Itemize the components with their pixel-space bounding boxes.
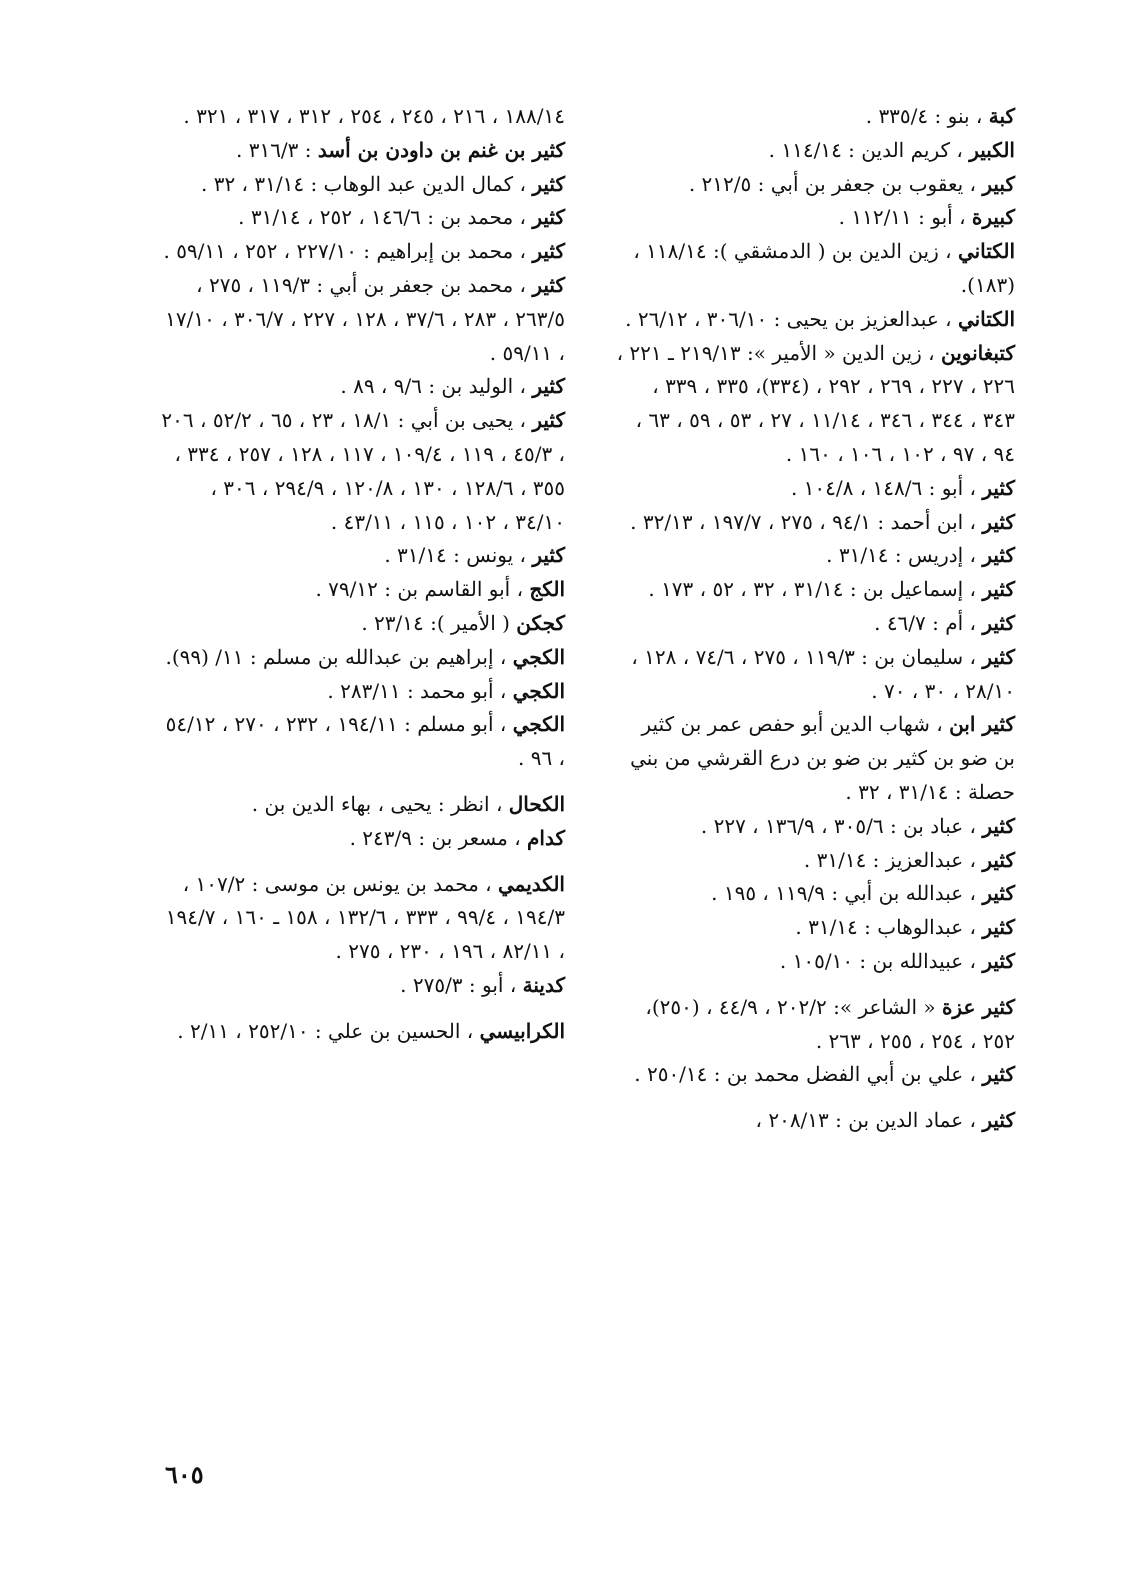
entry-references: ، عباد بن : ٣٠٥/٦ ، ١٣٦/٩ ، ٢٢٧ . (700, 813, 976, 838)
index-entry (615, 1104, 1015, 1138)
index-entry (615, 877, 1015, 911)
index-entry (160, 573, 565, 607)
entry-references: ، إسماعيل بن : ٣١/١٤ ، ٣٢ ، ٥٢ ، ١٧٣ . (648, 577, 976, 602)
index-entry (160, 1015, 565, 1049)
entry-heading: الكتاني (957, 239, 1015, 264)
index-entry (615, 991, 1015, 1059)
entry-references: ، أبو القاسم بن : ٧٩/١٢ . (315, 577, 524, 602)
entry-heading: كثير (982, 915, 1015, 940)
index-entry (615, 945, 1015, 979)
entry-references: ، سليمان بن : ١١٩/٣ ، ٢٧٥ ، ٧٤/٦ ، ١٢٨ ، ٢٨/١٠ ، ٣٠ ، ٧٠ . (631, 644, 1015, 703)
index-entry (160, 969, 565, 1003)
index-entry (160, 201, 565, 235)
entry-heading: كثير (982, 881, 1015, 906)
index-entry (160, 404, 565, 539)
entry-heading: كجكن (516, 610, 565, 635)
entry-heading: كدينة (522, 972, 565, 997)
index-entry (615, 1058, 1015, 1092)
page-number: ٦٠٥ (165, 1460, 204, 1489)
entry-heading: كثير (532, 272, 565, 297)
index-entry (615, 472, 1015, 506)
entry-heading: كدام (527, 825, 565, 850)
entry-references: ، أبو محمد : ٢٨٣/١١ . (327, 678, 507, 703)
entry-heading: كثير ابن (949, 712, 1015, 737)
entry-heading: الكجي (512, 644, 565, 669)
entry-references: ، كمال الدين عبد الوهاب : ٣١/١٤ ، ٣٢ . (201, 171, 526, 196)
entry-heading: الكجي (512, 712, 565, 737)
entry-heading: كثير (532, 374, 565, 399)
entry-heading: كثير (982, 610, 1015, 635)
entry-references: ، عبدالوهاب : ٣١/١٤ . (795, 915, 976, 940)
index-entry (615, 235, 1015, 303)
entry-heading: كثير (532, 239, 565, 264)
entry-heading: كثير (982, 1108, 1015, 1133)
index-entry (160, 269, 565, 370)
entry-references: ، علي بن أبي الفضل محمد بن : ٢٥٠/١٤ . (634, 1062, 976, 1087)
index-entry (160, 708, 565, 776)
index-entry (615, 303, 1015, 337)
entry-references: ، محمد بن : ١٤٦/٦ ، ٢٥٢ ، ٣١/١٤ . (238, 205, 526, 230)
index-entry (160, 822, 565, 856)
index-entry (160, 641, 565, 675)
index-entry (615, 641, 1015, 709)
entry-references: ، محمد بن إبراهيم : ٢٢٧/١٠ ، ٢٥٢ ، ٥٩/١١ . (163, 239, 526, 264)
entry-heading: الكحال (508, 791, 565, 816)
entry-heading: كثير (982, 577, 1015, 602)
entry-heading: كتبغانوين (940, 340, 1015, 365)
entry-references: ، أبو : ١٤٨/٦ ، ١٠٤/٨ . (790, 475, 976, 500)
entry-references: ، أبو : ١١٢/١١ . (838, 205, 966, 230)
entry-heading: كثير (982, 475, 1015, 500)
entry-references: ، أبو مسلم : ١٩٤/١١ ، ٢٣٢ ، ٢٧٠ ، ٥٤/١٢ ، ٩٦ . (165, 712, 565, 771)
index-entry (160, 788, 565, 822)
entry-references: ، انظر : يحيى ، بهاء الدين بن . (251, 791, 503, 816)
entry-references: ، يونس : ٣١/١٤ . (384, 543, 526, 568)
entry-heading: كثير بن غنم بن داودن بن أسد (317, 137, 565, 162)
entry-references: ، زين الدين « الأمير »: ٢١٩/١٣ ـ ٢٢١ ، ٢٢٦ ، ٢٢٧ ، ٢٦٩ ، ٢٩٢ ، (٣٣٤)، ٣٣٥ ، ٣٣٩ ، ٣٤٣ ، ٣٤٤ ، ٣٤٦ ، ١١/١٤ ، ٢٧ ، ٥٣ ، ٥٩ ، ٦٣ ، ٩٤ ، ٩٧ ، ١٠٢ ، ١٠٦ ، ١٦٠ . (616, 340, 1015, 466)
entry-references: ، عبدالعزيز بن يحيى : ٣٠٦/١٠ ، ٢٦/١٢ . (625, 306, 952, 331)
entry-references: : ٣١٦/٣ . (235, 137, 312, 162)
entry-heading: كثير (982, 509, 1015, 534)
index-entry (615, 201, 1015, 235)
entry-heading: كثير (532, 408, 565, 433)
entry-heading: الكج (529, 577, 565, 602)
entry-heading: كثير (532, 543, 565, 568)
index-entry (160, 868, 565, 969)
index-entry (615, 168, 1015, 202)
entry-heading: كثير (982, 1062, 1015, 1087)
entry-heading: كثير (982, 644, 1015, 669)
entry-heading: كثير (982, 543, 1015, 568)
index-entry (615, 506, 1015, 540)
entry-heading: كثير (532, 171, 565, 196)
index-entry (615, 100, 1015, 134)
entry-references: ، عبدالعزيز : ٣١/١٤ . (803, 847, 976, 872)
entry-heading: الكبير (969, 137, 1015, 162)
entry-heading: الكتاني (957, 306, 1015, 331)
index-entry (160, 370, 565, 404)
entry-references: ، إدريس : ٣١/١٤ . (826, 543, 976, 568)
index-entry (615, 911, 1015, 945)
index-entry (160, 607, 565, 641)
entry-heading: الكرابيسي (479, 1018, 565, 1043)
entry-references: ، عبيدالله بن : ١٠٥/١٠ . (779, 948, 976, 973)
index-entry (160, 168, 565, 202)
entry-references: ، الحسين بن علي : ٢٥٢/١٠ ، ٢/١١ . (177, 1018, 474, 1043)
entry-references: ، محمد بن جعفر بن أبي : ١١٩/٣ ، ٢٧٥ ، ٢٦٣/٥ ، ٢٨٣ ، ٣٧/٦ ، ١٢٨ ، ٢٢٧ ، ٣٠٦/٧ ، ١٧/١٠ ، ٥٩/١١ . (165, 272, 565, 365)
entry-references: ، محمد بن يونس بن موسى : ١٠٧/٢ ، ١٩٤/٣ ، ٩٩/٤ ، ٣٣٣ ، ١٣٢/٦ ، ١٥٨ ـ ١٦٠ ، ١٩٤/٧ ، ٨٢/١١ ، ١٩٦ ، ٢٣٠ ، ٢٧٥ . (165, 871, 565, 964)
entry-references: ( الأمير ): ٢٣/١٤ . (361, 610, 510, 635)
index-entry (615, 607, 1015, 641)
index-entry (160, 675, 565, 709)
index-entry (615, 844, 1015, 878)
entry-references: ، مسعر بن : ٢٤٣/٩ . (349, 825, 521, 850)
index-entry (615, 810, 1015, 844)
entry-heading: الكجي (512, 678, 565, 703)
index-entry (160, 134, 565, 168)
entry-heading: كبة (988, 104, 1015, 128)
entry-references: ، إبراهيم بن عبدالله بن مسلم : ١١/ (٩٩). (165, 644, 507, 669)
entry-heading: كثير (982, 948, 1015, 973)
index-entry (615, 134, 1015, 168)
index-entry (615, 539, 1015, 573)
entry-heading: كثير عزة (941, 994, 1015, 1019)
entry-references: ، شهاب الدين أبو حفص عمر بن كثير بن ضو بن كثير بن ضو بن درع القرشي من بني حصلة : ٣١/١٤ ، ٣٢ . (630, 712, 1015, 804)
index-entry (615, 573, 1015, 607)
entry-heading: كثير (982, 847, 1015, 872)
entry-references: ١٨٨/١٤ ، ٢١٦ ، ٢٤٥ ، ٢٥٤ ، ٣١٢ ، ٣١٧ ، ٣٢١ . (183, 104, 565, 128)
right-column (615, 100, 1015, 1138)
entry-heading: كبيرة (971, 205, 1015, 230)
entry-heading: كثير (982, 813, 1015, 838)
index-entry (160, 100, 565, 134)
entry-references: ، أبو : ٢٧٥/٣ . (400, 972, 517, 997)
entry-references: ، الوليد بن : ٩/٦ ، ٨٩ . (340, 374, 526, 399)
entry-heading: كبير (982, 171, 1015, 196)
entry-references: ، عبدالله بن أبي : ١١٩/٩ ، ١٩٥ . (711, 881, 976, 906)
entry-heading: الكديمي (498, 871, 565, 896)
entry-references: ، زين الدين بن ( الدمشقي ): ١١٨/١٤ ، (١٨٣). (633, 239, 1015, 297)
entry-references: ، يحيى بن أبي : ١٨/١ ، ٢٣ ، ٦٥ ، ٥٢/٢ ، ٢٠٦ ، ٤٥/٣ ، ١١٩ ، ١٠٩/٤ ، ١١٧ ، ١٢٨ ، ٢٥٧ ، ٣٣٤ ، ٣٥٥ ، ١٢٨/٦ ، ١٣٠ ، ١٢٠/٨ ، ٢٩٤/٩ ، ٣٠٦ ، ٣٤/١٠ ، ١٠٢ ، ١١٥ ، ٤٣/١١ . (161, 408, 565, 534)
entry-references: ، أم : ٤٦/٧ . (874, 610, 976, 635)
entry-references: ، يعقوب بن جعفر بن أبي : ٢١٢/٥ . (688, 171, 976, 196)
index-entry (615, 708, 1015, 809)
index-entry (160, 235, 565, 269)
entry-references: « الشاعر »: ٢٠٢/٢ ، ٤٤/٩ ، (٢٥٠)، ٢٥٢ ، ٢٥٤ ، ٢٥٥ ، ٢٦٣ . (645, 994, 1015, 1053)
index-entry (615, 337, 1015, 472)
index-entry (160, 539, 565, 573)
entry-references: ، كريم الدين : ١١٤/١٤ . (768, 137, 963, 162)
entry-references: ، ابن أحمد : ٩٤/١ ، ٢٧٥ ، ١٩٧/٧ ، ٣٢/١٣ . (630, 509, 976, 534)
entry-references: ، بنو : ٣٣٥/٤ . (865, 104, 983, 128)
entry-references: ، عماد الدين بن : ٢٠٨/١٣ ، (755, 1108, 976, 1133)
entry-heading: كثير (532, 205, 565, 230)
left-column (160, 100, 565, 1049)
